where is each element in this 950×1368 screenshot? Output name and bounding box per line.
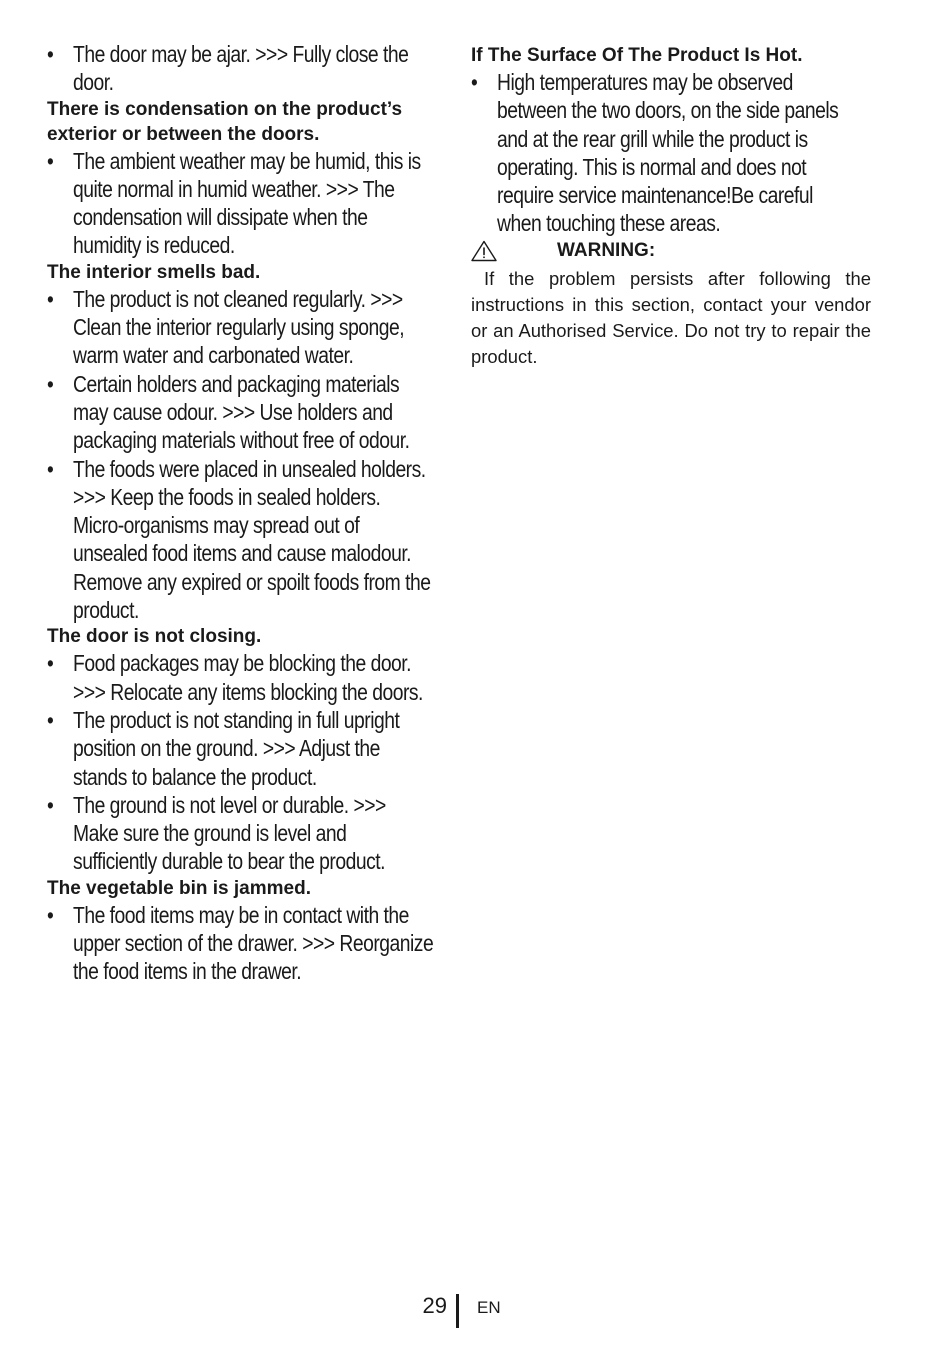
page-number: 29 [422,1293,447,1318]
warning-triangle-icon [471,240,497,262]
bullet-text: The product is not standing in full upright position on the ground. >>> Adjust the stands to balance the product. [73,706,400,790]
bullet-icon: • [47,455,54,482]
section-heading: There is condensation on the product’s exterior or between the doors. [47,98,403,145]
list-item [47,901,434,986]
bullet-text: The ground is not level or durable. >>> Make sure the ground is level and sufficiently durable to bear the product. [73,791,386,875]
section-heading: The door is not closing. [47,626,262,648]
bullet-text: The door may be ajar. >>> Fully close the door. [73,41,409,96]
bullet-text: The ambient weather may be humid, this is quite normal in humid weather. >>> The condensation will dissipate when the humidity is reduced. [73,147,421,259]
bullet-list [471,68,871,238]
bullet-list [47,147,447,260]
bullet-icon: • [47,650,54,677]
bullet-icon: • [47,285,54,312]
list-item [47,40,434,97]
list-item [47,370,434,455]
list-item [47,706,434,791]
warning-label: WARNING: [557,239,656,261]
list-item [47,147,434,260]
bullet-icon: • [47,706,54,733]
section-heading: The vegetable bin is jammed. [47,877,311,899]
section-vegetable-bin [47,876,447,986]
bullet-text: High temperatures may be observed between the two doors, on the side panels and at the rear grill while the product is operating. This is normal and does not require service maintenance!Be careful when touching these areas. [497,69,839,237]
section-heading: The interior smells bad. [47,261,261,283]
bullet-icon: • [47,901,54,928]
section-interior-smell [47,260,447,625]
warning-text: If the problem persists after following the instructions in this section, contact your vendor or an Authorised Service. Do not try to repair the product. [471,267,871,367]
bullet-list [47,285,447,625]
language-code: EN [477,1298,501,1317]
bullet-text: The product is not cleaned regularly. >>> Clean the interior regularly using sponge, warm water and carbonated water. [73,285,405,369]
list-item [47,649,434,706]
bullet-list [47,649,447,875]
bullet-icon: • [47,791,54,818]
section-condensation [47,97,447,260]
list-item [47,285,434,370]
bullet-icon: • [47,147,54,174]
list-item [47,791,434,876]
intro-bullet-list [47,40,447,97]
bullet-text: Food packages may be blocking the door. >>> Relocate any items blocking the doors. [73,650,423,705]
section-heading: If The Surface Of The Product Is Hot. [471,45,803,66]
bullet-icon: • [47,370,54,397]
bullet-text: The food items may be in contact with the upper section of the drawer. >>> Reorganize the food items in the drawer. [73,901,434,985]
bullet-list [47,901,447,986]
section-door-not-closing [47,624,447,875]
bullet-text: The foods were placed in unsealed holders. >>> Keep the foods in sealed holders. Micro-organisms may spread out of unsealed food items and cause malodour. Remove any expired or spoilt foods from the product. [73,455,431,624]
list-item [47,455,434,625]
bullet-icon: • [471,69,478,95]
bullet-icon: • [47,41,54,67]
list-item [471,68,858,238]
warning-header [471,238,871,266]
right-column [471,40,871,370]
bullet-text: Certain holders and packaging materials may cause odour. >>> Use holders and packaging materials without free of odour. [73,370,410,454]
left-column [47,40,447,986]
footer-divider [456,1294,459,1328]
page-footer [0,1292,950,1332]
